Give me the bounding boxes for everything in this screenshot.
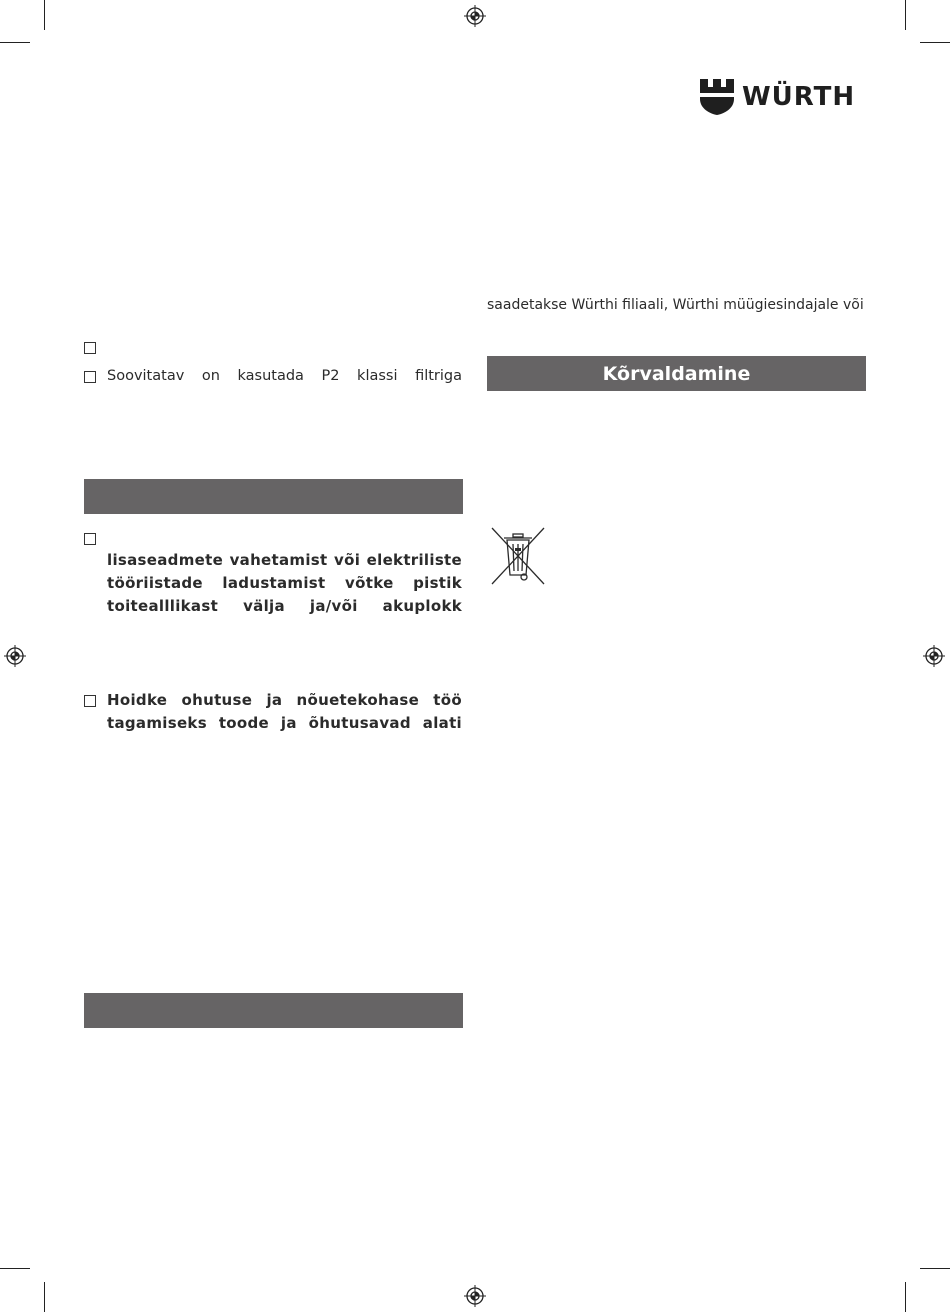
safety-line: Hoidke ohutuse ja nõuetekohase töö (107, 691, 462, 709)
crossed-out-bin-icon (489, 526, 547, 586)
safety-line: tagamiseks toode ja õhutusavad alati (107, 714, 462, 732)
crop-mark (0, 42, 30, 43)
checkbox (84, 371, 96, 383)
crop-mark (44, 1282, 45, 1312)
crop-mark (44, 0, 45, 30)
service-line: saadetakse Würthi filiaali, Würthi müügiesindajale või (487, 297, 864, 313)
brand-wordmark: WÜRTH (742, 82, 856, 112)
filter-text: Soovitatav on kasutada P2 klassi filtriga (107, 368, 462, 384)
checkbox (84, 342, 96, 354)
warning-line: tööriistade ladustamist võtke pistik (107, 574, 462, 592)
warning-line: toitealllikast välja ja/või akuplokk (107, 597, 462, 615)
registration-mark-icon (464, 5, 486, 27)
crop-mark (0, 1268, 30, 1269)
section-heading-bar (84, 479, 463, 514)
registration-mark-icon (464, 1285, 486, 1307)
crop-mark (920, 42, 950, 43)
wurth-emblem-icon (700, 79, 734, 115)
crop-mark (905, 0, 906, 30)
section-heading-bar (84, 993, 463, 1028)
checkbox (84, 695, 96, 707)
registration-mark-icon (4, 645, 26, 667)
crop-mark (905, 1282, 906, 1312)
disposal-heading: Kõrvaldamine (487, 356, 866, 391)
registration-mark-icon (923, 645, 945, 667)
wurth-logo (700, 79, 855, 115)
warning-line: lisaseadmete vahetamist või elektriliste (107, 551, 462, 569)
crop-mark (920, 1268, 950, 1269)
checkbox (84, 533, 96, 545)
